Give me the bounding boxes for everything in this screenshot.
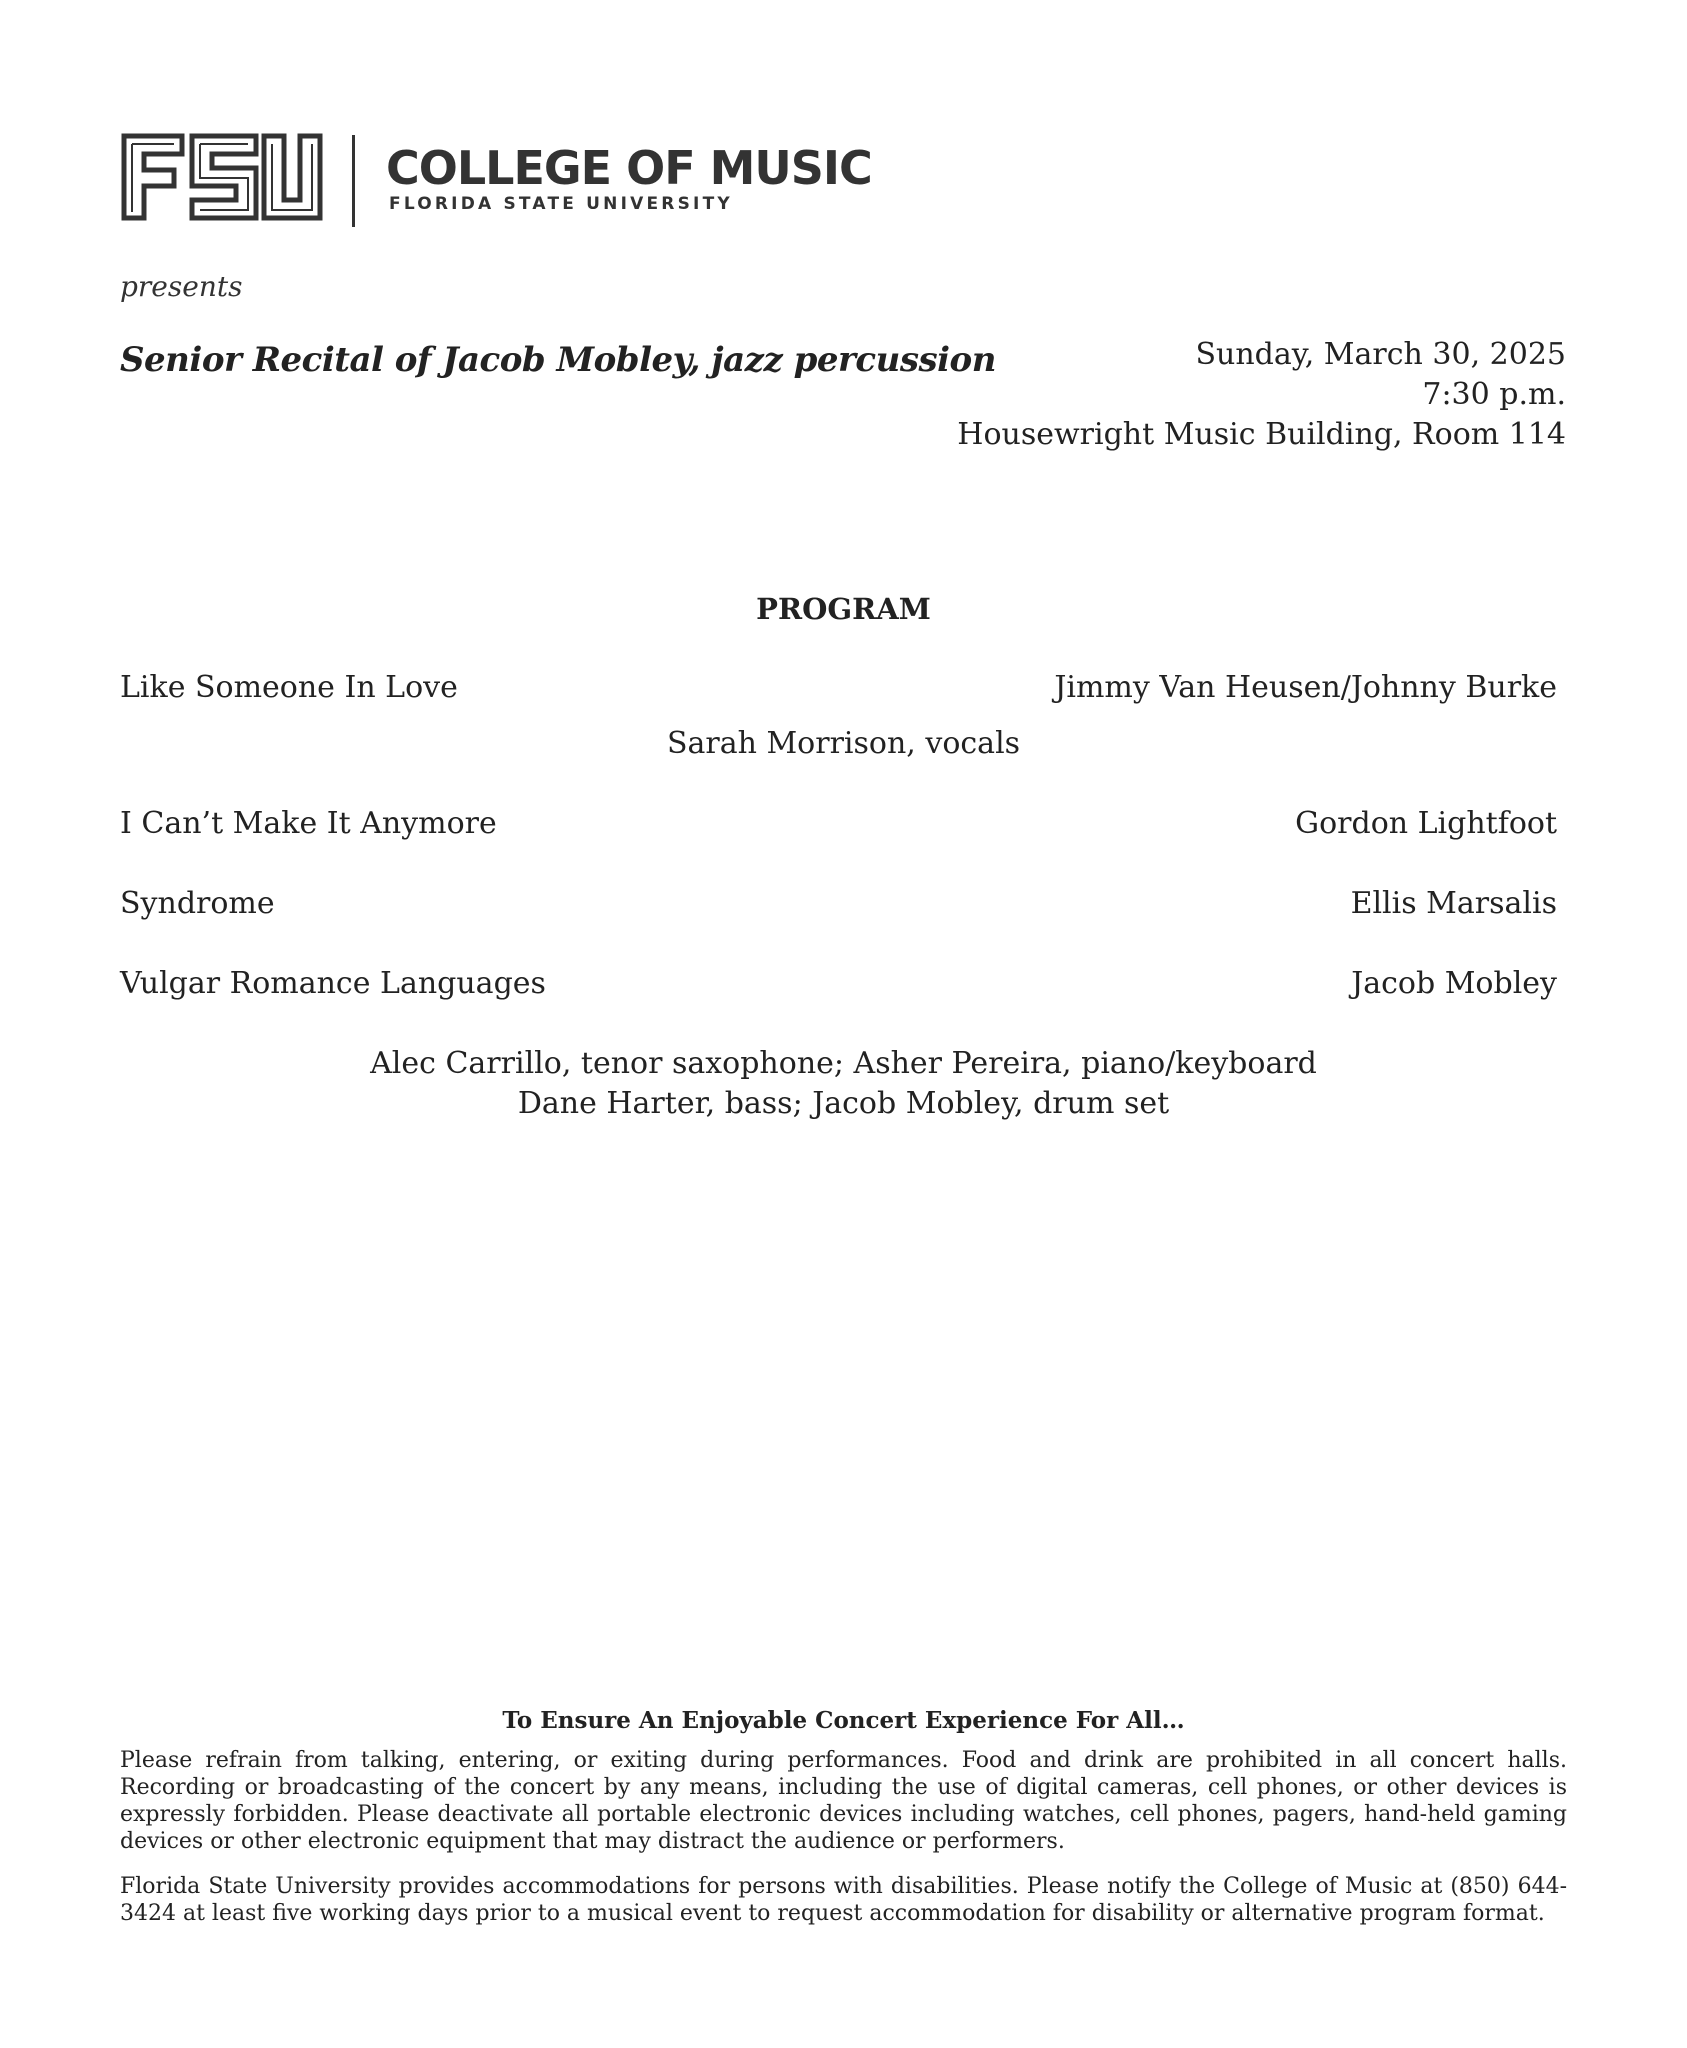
program-heading: PROGRAM xyxy=(756,592,931,626)
piece-title: Syndrome xyxy=(120,886,275,921)
guest-performer: Sarah Morrison, vocals xyxy=(666,726,1021,761)
piece-composer: Jacob Mobley xyxy=(1351,966,1557,1001)
logo-college-name: COLLEGE OF MUSIC xyxy=(386,141,872,195)
fsu-logo xyxy=(120,128,325,224)
event-date: Sunday, March 30, 2025 xyxy=(1195,337,1566,372)
piece-composer: Ellis Marsalis xyxy=(1350,886,1557,921)
piece-title: Like Someone In Love xyxy=(120,670,458,705)
piece-composer: Gordon Lightfoot xyxy=(1295,806,1557,841)
notice-paragraph-conduct: Please refrain from talking, entering, or exiting during performances. Food and drink are prohibited in all concert halls. Recording or broadcasting of the concert by any means, including the use of digital cameras, cell phones, or other devices is expressly forbidden. Please deactivate all portable electronic devices including watches, cell phones, pagers, hand-held gaming devices or other electronic equipment that may distract the audience or performers. xyxy=(120,1748,1567,1854)
logo-university-name: FLORIDA STATE UNIVERSITY xyxy=(389,194,733,214)
recital-title: Senior Recital of Jacob Mobley, jazz percussion xyxy=(120,340,996,380)
ensemble-line: Alec Carrillo, tenor saxophone; Asher Pereira, piano/keyboard xyxy=(370,1046,1317,1081)
presents-label: presents xyxy=(120,270,243,303)
ensemble-line: Dane Harter, bass; Jacob Mobley, drum set xyxy=(517,1086,1170,1121)
event-info xyxy=(957,335,1566,455)
logo-divider xyxy=(352,135,355,227)
piece-composer: Jimmy Van Heusen/Johnny Burke xyxy=(1054,670,1557,705)
piece-title: Vulgar Romance Languages xyxy=(120,966,546,1001)
piece-title: I Can’t Make It Anymore xyxy=(120,806,497,841)
notice-paragraph-accessibility: Florida State University provides accommodations for persons with disabilities. Please notify the College of Music at (850) 644-3424 at least five working days prior to a musical event to request accommodation for disability or alternative program format. xyxy=(120,1874,1567,1926)
event-venue: Housewright Music Building, Room 114 xyxy=(957,417,1566,452)
notice-heading: To Ensure An Enjoyable Concert Experience For All… xyxy=(502,1707,1185,1734)
event-time: 7:30 p.m. xyxy=(1422,377,1566,412)
